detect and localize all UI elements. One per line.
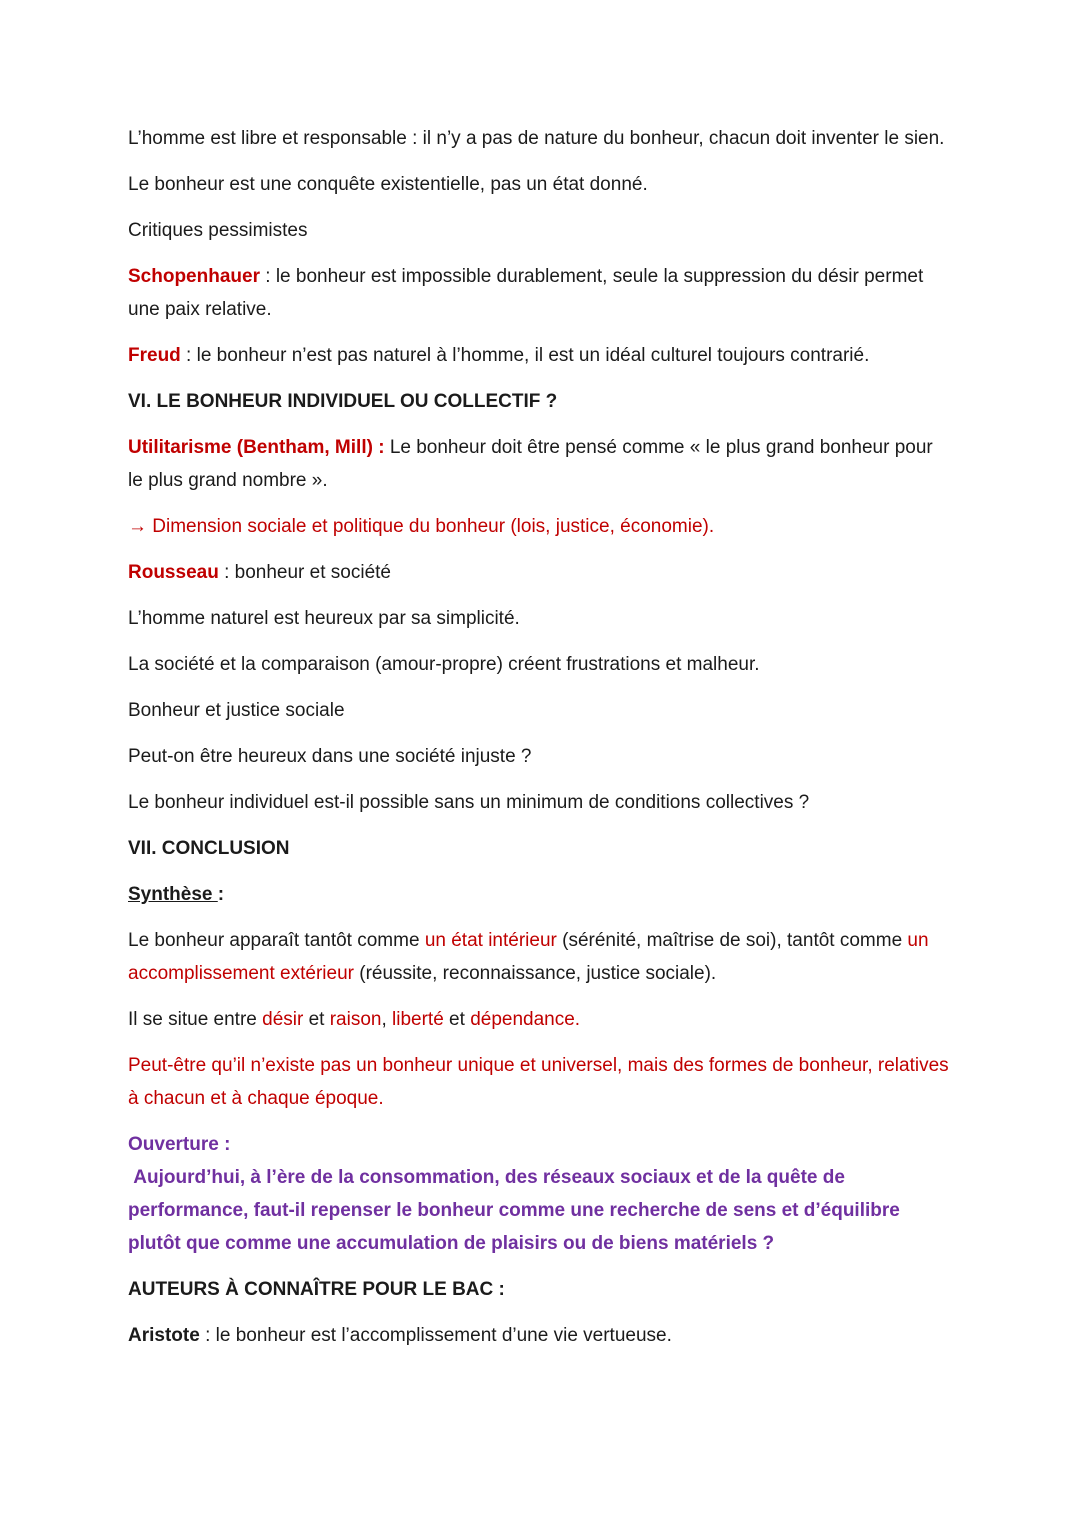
text-run: L’homme naturel est heureux par sa simplicité. xyxy=(128,608,520,629)
text-run: Il se situe entre xyxy=(128,1009,263,1030)
text-run: Schopenhauer xyxy=(128,266,260,287)
text-run: : le bonheur n’est pas naturel à l’homme, il est un idéal culturel toujours contrarié. xyxy=(180,345,870,366)
text-run: (sérénité, maîtrise de soi), tantôt comme xyxy=(556,930,908,951)
text-run: désir xyxy=(262,1009,304,1030)
paragraph xyxy=(128,786,952,819)
text-run: et xyxy=(443,1009,471,1030)
text-run: : le bonheur est impossible durablement, seule la suppression du désir permet une paix relative. xyxy=(128,266,924,320)
text-run: Rousseau xyxy=(128,562,219,583)
paragraph xyxy=(128,122,952,155)
paragraph xyxy=(128,832,952,865)
paragraph xyxy=(128,1128,952,1260)
text-run: → Dimension sociale et politique du bonheur (lois, justice, économie). xyxy=(128,516,715,537)
paragraph xyxy=(128,556,952,589)
paragraph xyxy=(128,924,952,990)
paragraph xyxy=(128,260,952,326)
text-run: Le bonheur apparaît tantôt comme xyxy=(128,930,425,951)
text-run: un état intérieur xyxy=(424,930,557,951)
text-run: Aujourd’hui, à l’ère de la consommation, des réseaux sociaux et de la quête de performance, faut-il repenser le bonheur comme une recherche de sens et d’équilibre plutôt que comme une accumulation de plaisirs ou de biens matériels ? xyxy=(128,1167,900,1254)
text-run: VII. CONCLUSION xyxy=(128,838,290,859)
paragraph xyxy=(128,214,952,247)
text-run: AUTEURS À CONNAÎTRE POUR LE BAC : xyxy=(128,1279,505,1300)
text-run: Bonheur et justice sociale xyxy=(128,700,345,721)
paragraph xyxy=(128,1319,952,1352)
text-run: La société et la comparaison (amour-propre) créent frustrations et malheur. xyxy=(128,654,760,675)
paragraph xyxy=(128,510,952,543)
paragraph xyxy=(128,1003,952,1036)
text-run: : bonheur et société xyxy=(218,562,391,583)
text-run: : xyxy=(217,884,225,905)
text-run: Le bonheur doit être pensé comme « le plus grand bonheur pour le plus grand nombre ». xyxy=(128,437,933,491)
text-run: Synthèse xyxy=(128,884,218,905)
paragraph xyxy=(128,694,952,727)
paragraph xyxy=(128,339,952,372)
paragraph xyxy=(128,1273,952,1306)
text-run: Peut-on être heureux dans une société injuste ? xyxy=(128,746,532,767)
text-run: raison xyxy=(329,1009,382,1030)
text-run: , xyxy=(381,1009,393,1030)
text-run: VI. LE BONHEUR INDIVIDUEL OU COLLECTIF ? xyxy=(128,391,558,412)
text-run: Ouverture : xyxy=(128,1134,231,1155)
paragraph xyxy=(128,878,952,911)
text-run: Critiques pessimistes xyxy=(128,220,308,241)
paragraph xyxy=(128,1049,952,1115)
text-run: : le bonheur est l’accomplissement d’une vie vertueuse. xyxy=(199,1325,672,1346)
text-run: Freud xyxy=(128,345,181,366)
paragraph xyxy=(128,431,952,497)
paragraph xyxy=(128,740,952,773)
text-run: Peut-être qu’il n’existe pas un bonheur unique et universel, mais des formes de bonheur, relatives à chacun et à chaque époque. xyxy=(128,1055,949,1109)
text-run: et xyxy=(303,1009,330,1030)
text-run: un accomplissement extérieur xyxy=(128,930,929,984)
paragraph xyxy=(128,385,952,418)
text-run: Le bonheur est une conquête existentielle, pas un état donné. xyxy=(128,174,648,195)
text-run: L’homme est libre et responsable : il n’y a pas de nature du bonheur, chacun doit inventer le sien. xyxy=(128,128,945,149)
text-run: Le bonheur individuel est-il possible sans un minimum de conditions collectives ? xyxy=(128,792,810,813)
paragraph xyxy=(128,168,952,201)
text-run: Utilitarisme (Bentham, Mill) : xyxy=(128,437,390,458)
text-run: (réussite, reconnaissance, justice sociale). xyxy=(353,963,717,984)
text-run: dépendance. xyxy=(470,1009,581,1030)
text-run: liberté xyxy=(392,1009,444,1030)
text-run: Aristote xyxy=(128,1325,200,1346)
document-content xyxy=(128,122,952,1365)
paragraph xyxy=(128,648,952,681)
paragraph xyxy=(128,602,952,635)
